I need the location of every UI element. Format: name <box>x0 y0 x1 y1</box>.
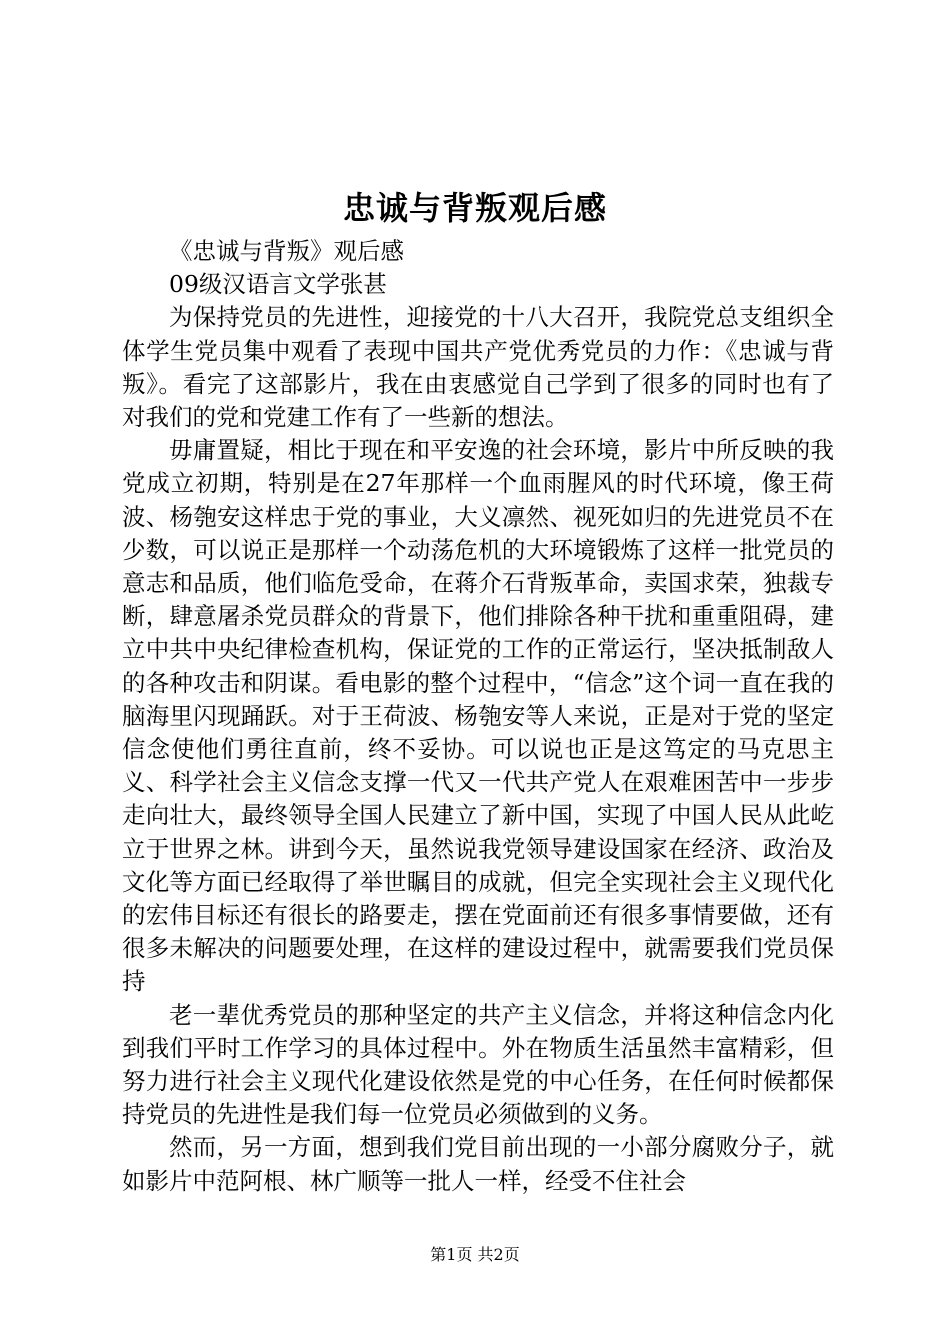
subtitle-line: 《忠诚与背叛》观后感 <box>169 237 404 265</box>
page-footer: 第1页 共2页 <box>430 1245 520 1264</box>
paragraph: 毋庸置疑，相比于现在和平安逸的社会环境，影片中所反映的我党成立初期，特别是在27年那样一个血雨腥风的时代环境，像王荷波、杨匏安这样忠于党的事业，大义凛然、视死如归的先进党员不在少数，可以说正是那样一个动荡危机的大环境锻炼了这样一批党员的意志和品质，他们临危受命，在蒋介石背叛革命，卖国求荣，独裁专断，肆意屠杀党员群众的背景下，他们排除各种干扰和重重阻碍，建立中共中央纪律检查机构，保证党的工作的正常运行，坚决抵制敌人的各种攻击和阴谋。看电影的整个过程中，“信念”这个词一直在我的脑海里闪现踊跃。对于王荷波、杨匏安等人来说，正是对于党的坚定信念使他们勇往直前，终不妥协。可以说也正是这笃定的马克思主义、科学社会主义信念支撑一代又一代共产党人在艰难困苦中一步步走向壮大，最终领导全国人民建立了新中国，实现了中国人民从此屹立于世界之林。讲到今天，虽然说我党领导建设国家在经济、政治及文化等方面已经取得了举世瞩目的成就，但完全实现社会主义现代化的宏伟目标还有很长的路要走，摆在党面前还有很多事情要做，还有很多未解决的问题要处理，在这样的建设过程中，就需要我们党员保持 <box>122 436 834 996</box>
document-title: 忠诚与背叛观后感 <box>342 189 607 227</box>
paragraph: 然而，另一方面，想到我们党目前出现的一小部分腐败分子，就如影片中范阿根、林广顺等一批人一样，经受不住社会 <box>122 1133 834 1195</box>
document-body <box>122 235 834 1198</box>
paragraph: 为保持党员的先进性，迎接党的十八大召开，我院党总支组织全体学生党员集中观看了表现中国共产党优秀党员的力作：《忠诚与背叛》。看完了这部影片，我在由衷感觉自己学到了很多的同时也有了对我们的党和党建工作有了一些新的想法。 <box>122 303 834 432</box>
author-line: 09级汉语言文学张甚 <box>169 270 387 299</box>
paragraph: 老一辈优秀党员的那种坚定的共产主义信念，并将这种信念内化到我们平时工作学习的具体过程中。外在物质生活虽然丰富精彩，但努力进行社会主义现代化建设依然是党的中心任务，在任何时候都保持党员的先进性是我们每一位党员必须做到的义务。 <box>122 1000 834 1129</box>
